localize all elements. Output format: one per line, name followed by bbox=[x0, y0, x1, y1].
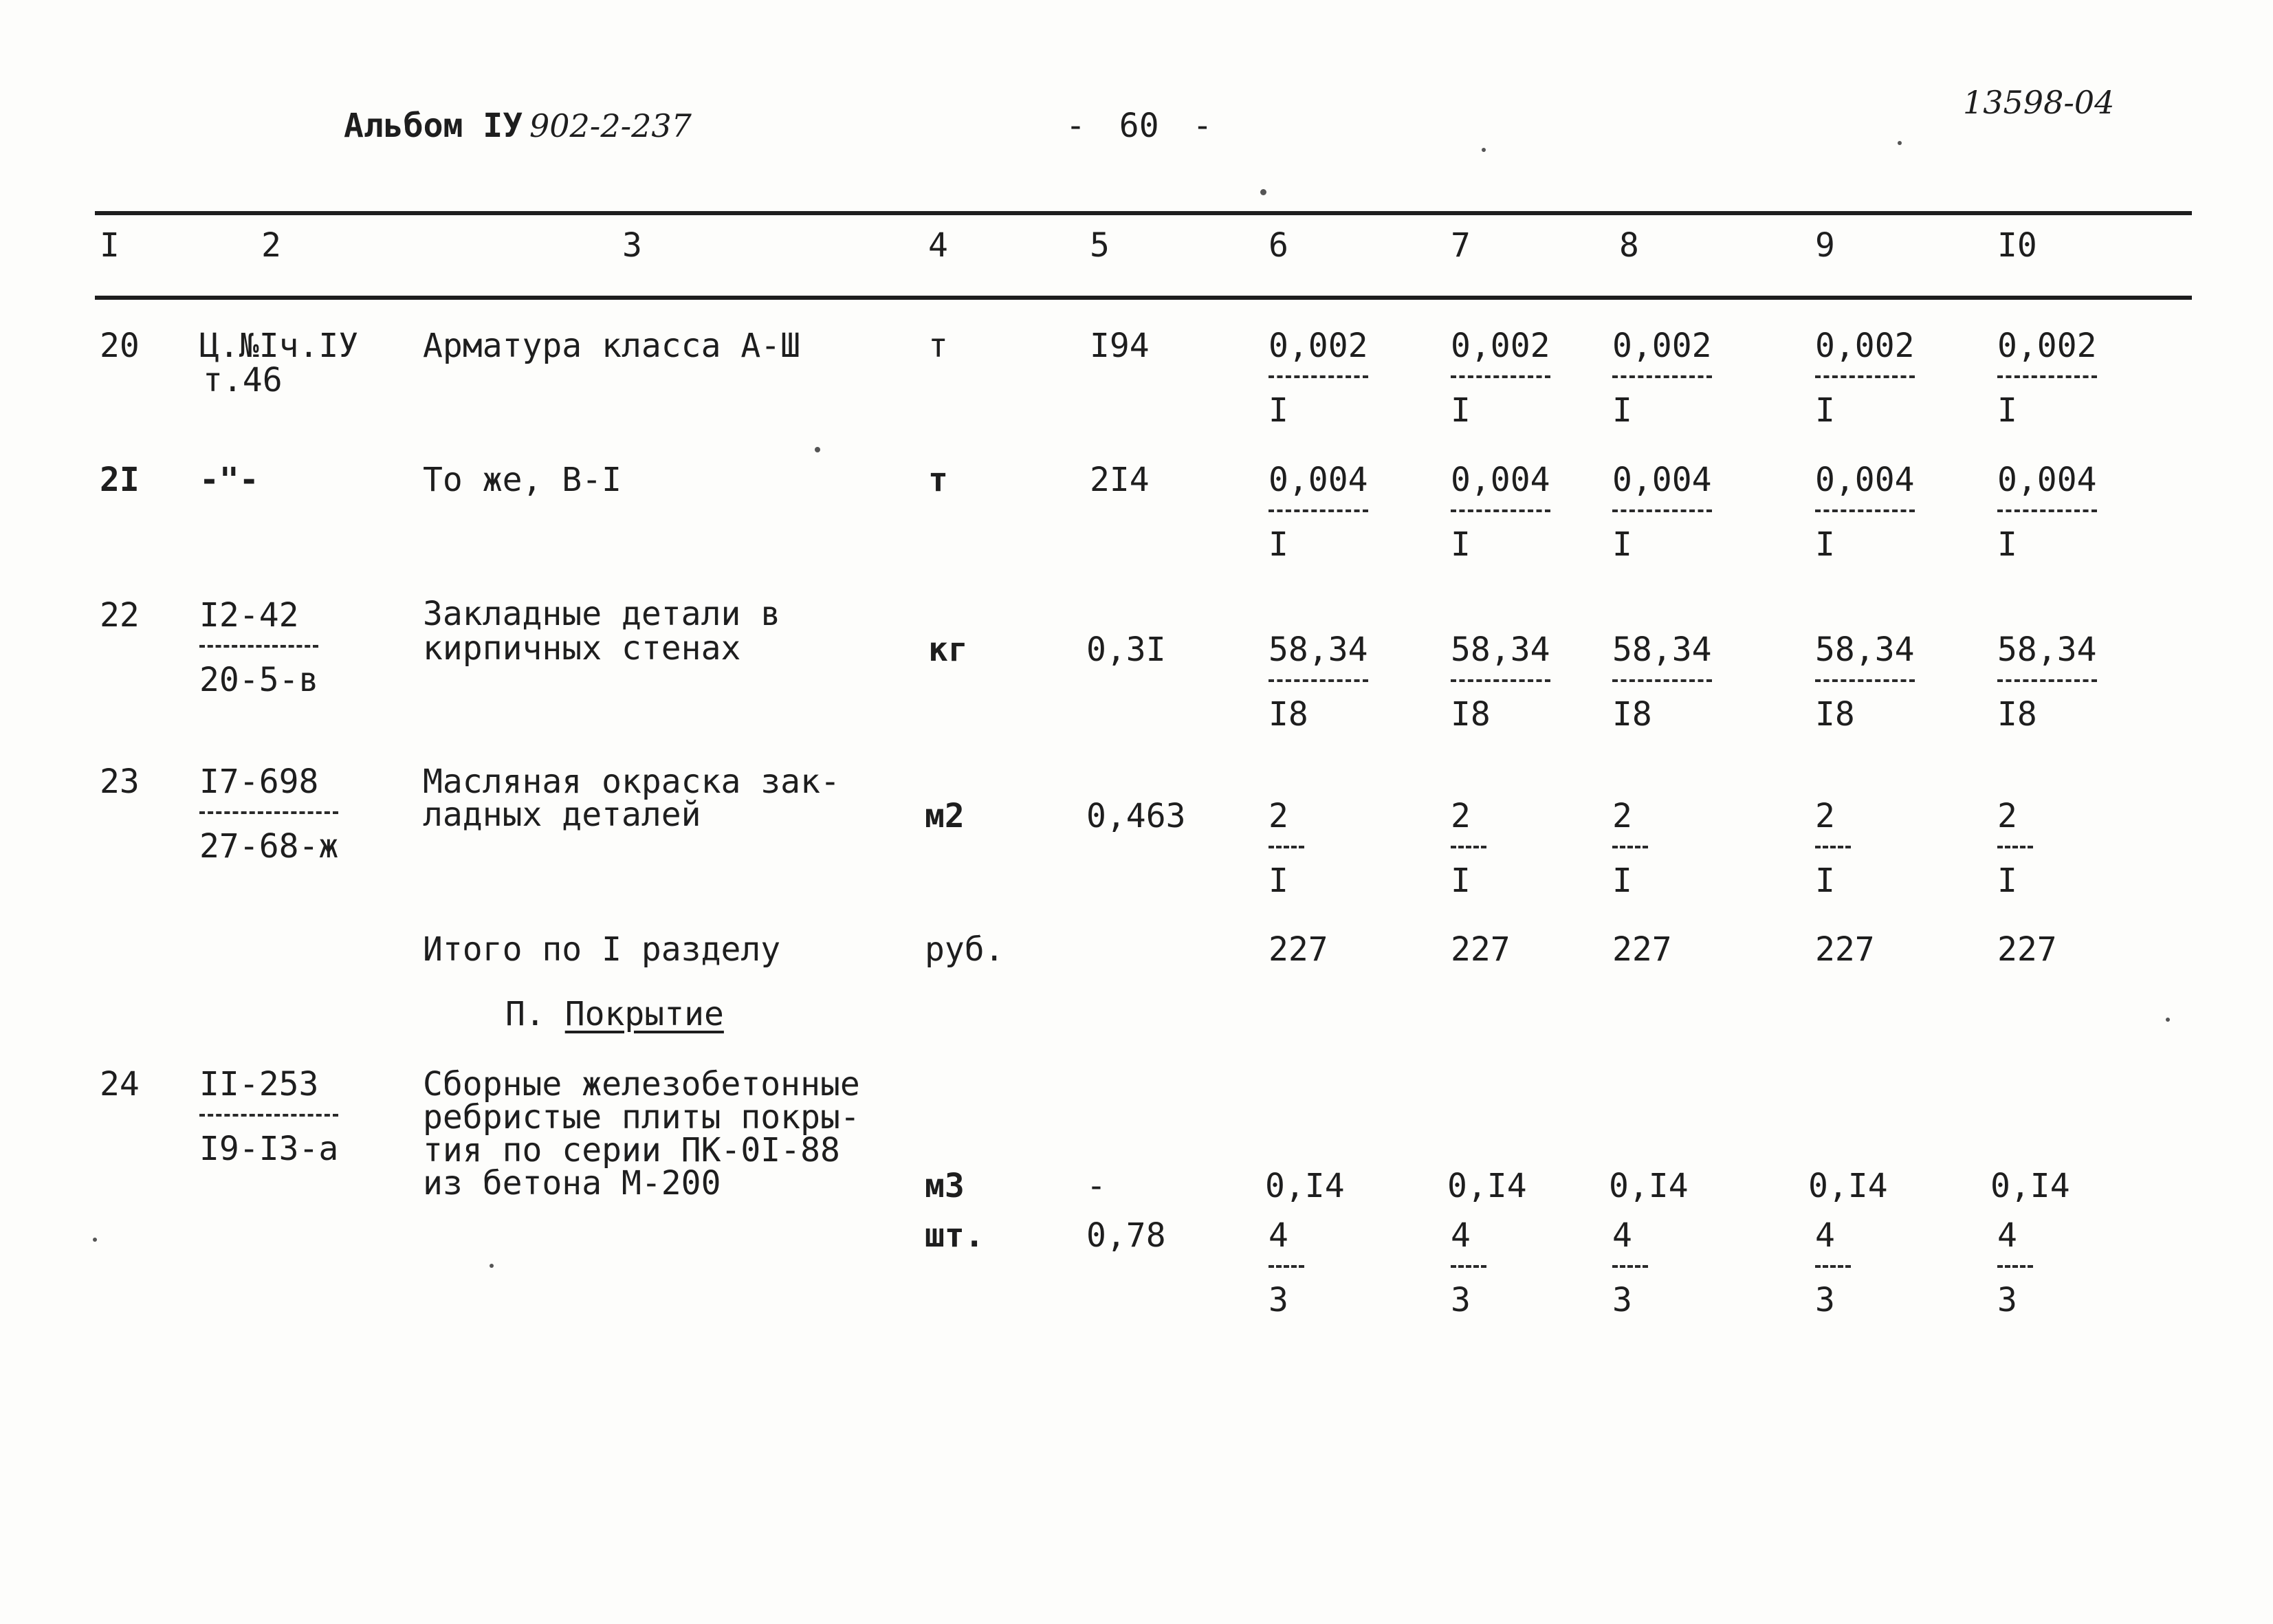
row-price: - bbox=[1086, 1167, 1106, 1205]
row-unit: т bbox=[928, 327, 948, 365]
scan-speck bbox=[2166, 1018, 2170, 1022]
column-header-1: I bbox=[100, 226, 120, 265]
row-description: Закладные детали в bbox=[423, 595, 781, 633]
row-value-col9: 58,34 I8 bbox=[1815, 630, 1915, 734]
row-description: То же, В-I bbox=[423, 461, 622, 499]
row-value-col9: 0,002 I bbox=[1815, 327, 1915, 430]
row-value-col6: 2 I bbox=[1269, 799, 1304, 898]
column-header-10: I0 bbox=[1997, 226, 2037, 265]
row-reference: II-253 I9-I3-а bbox=[199, 1065, 339, 1168]
row-price: 0,3I bbox=[1086, 630, 1166, 669]
column-header-2: 2 bbox=[261, 226, 281, 265]
row-price: I94 bbox=[1090, 327, 1150, 365]
column-header-9: 9 bbox=[1815, 226, 1835, 265]
column-header-3: 3 bbox=[622, 226, 642, 265]
subtotal-value-col10: 227 bbox=[1997, 930, 2057, 969]
row-description: Сборные железобетонные bbox=[423, 1065, 860, 1104]
column-header-6: 6 bbox=[1269, 226, 1288, 265]
subtotal-value-col8: 227 bbox=[1612, 930, 1672, 969]
row-number: 23 bbox=[100, 762, 140, 801]
section-heading: П. Покрытие bbox=[505, 995, 724, 1033]
column-header-7: 7 bbox=[1451, 226, 1471, 265]
row-value-col8: 0,002 I bbox=[1612, 327, 1712, 430]
row-reference: Ц.№Iч.IУ bbox=[199, 327, 359, 365]
document-number: 13598-04 bbox=[1963, 84, 2115, 121]
row-volume-col6: 0,I4 bbox=[1265, 1167, 1345, 1205]
row-unit: кг bbox=[928, 630, 968, 669]
row-price: 0,78 bbox=[1086, 1216, 1166, 1255]
page-number: - 60 - bbox=[1066, 107, 1213, 145]
row-number: 22 bbox=[100, 596, 140, 635]
scan-speck bbox=[1898, 141, 1902, 145]
top-rule bbox=[95, 211, 2192, 215]
scan-speck bbox=[815, 447, 820, 452]
row-value-col9: 4 3 bbox=[1815, 1218, 1851, 1317]
row-volume-col9: 0,I4 bbox=[1808, 1167, 1888, 1205]
subtotal-label: Итого по I разделу bbox=[423, 930, 781, 969]
row-number: 20 bbox=[100, 327, 140, 365]
row-description: Масляная окраска зак- bbox=[423, 762, 840, 801]
row-volume-col10: 0,I4 bbox=[1990, 1167, 2070, 1205]
scan-speck bbox=[1260, 189, 1266, 195]
row-value-col6: 0,004 I bbox=[1269, 461, 1368, 564]
row-value-col8: 2 I bbox=[1612, 799, 1648, 898]
row-unit: м2 bbox=[925, 797, 965, 835]
row-description: кирпичных стенах bbox=[423, 629, 741, 668]
column-header-8: 8 bbox=[1619, 226, 1639, 265]
column-header-4: 4 bbox=[928, 226, 948, 265]
row-volume-col7: 0,I4 bbox=[1447, 1167, 1527, 1205]
row-value-col10: 2 I bbox=[1997, 799, 2033, 898]
row-value-col9: 0,004 I bbox=[1815, 461, 1915, 564]
row-description: тия по серии ПК-0I-88 bbox=[423, 1131, 840, 1170]
row-number: 24 bbox=[100, 1065, 140, 1104]
row-reference-sheet: т.46 bbox=[203, 361, 283, 399]
row-value-col8: 58,34 I8 bbox=[1612, 630, 1712, 734]
row-number: 2I bbox=[100, 461, 140, 499]
header-rule bbox=[95, 296, 2192, 300]
row-reference: -"- bbox=[199, 461, 259, 499]
row-value-col10: 4 3 bbox=[1997, 1218, 2033, 1317]
row-value-col6: 58,34 I8 bbox=[1269, 630, 1368, 734]
row-value-col10: 0,004 I bbox=[1997, 461, 2097, 564]
album-label: Альбом IУ bbox=[344, 107, 523, 145]
row-description: ребристые плиты покры- bbox=[423, 1098, 860, 1137]
row-volume-col8: 0,I4 bbox=[1609, 1167, 1689, 1205]
row-value-col6: 4 3 bbox=[1269, 1218, 1304, 1317]
row-description: из бетона М-200 bbox=[423, 1164, 721, 1203]
row-price: 2I4 bbox=[1090, 461, 1150, 499]
row-value-col9: 2 I bbox=[1815, 799, 1851, 898]
row-value-col8: 4 3 bbox=[1612, 1218, 1648, 1317]
subtotal-value-col9: 227 bbox=[1815, 930, 1875, 969]
row-unit: шт. bbox=[925, 1216, 985, 1255]
scan-speck bbox=[490, 1264, 494, 1268]
row-value-col10: 58,34 I8 bbox=[1997, 630, 2097, 734]
row-value-col7: 58,34 I8 bbox=[1451, 630, 1550, 734]
subtotal-unit: руб. bbox=[925, 930, 1004, 969]
row-reference: I7-698 27-68-ж bbox=[199, 762, 339, 866]
row-value-col7: 4 3 bbox=[1451, 1218, 1486, 1317]
row-description: ладных деталей bbox=[423, 795, 701, 834]
row-reference: I2-42 20-5-в bbox=[199, 596, 319, 699]
scan-speck bbox=[1482, 148, 1486, 152]
row-price: 0,463 bbox=[1086, 797, 1186, 835]
subtotal-value-col7: 227 bbox=[1451, 930, 1511, 969]
row-value-col10: 0,002 I bbox=[1997, 327, 2097, 430]
row-value-col7: 2 I bbox=[1451, 799, 1486, 898]
row-value-col8: 0,004 I bbox=[1612, 461, 1712, 564]
subtotal-value-col6: 227 bbox=[1269, 930, 1328, 969]
album-code: 902-2-237 bbox=[529, 107, 692, 144]
row-unit: м3 bbox=[925, 1167, 965, 1205]
row-value-col7: 0,004 I bbox=[1451, 461, 1550, 564]
scan-speck bbox=[93, 1238, 97, 1242]
row-unit: т bbox=[928, 461, 948, 499]
row-value-col7: 0,002 I bbox=[1451, 327, 1550, 430]
row-value-col6: 0,002 I bbox=[1269, 327, 1368, 430]
column-header-5: 5 bbox=[1090, 226, 1110, 265]
row-description: Арматура класса А-Ш bbox=[423, 327, 801, 365]
